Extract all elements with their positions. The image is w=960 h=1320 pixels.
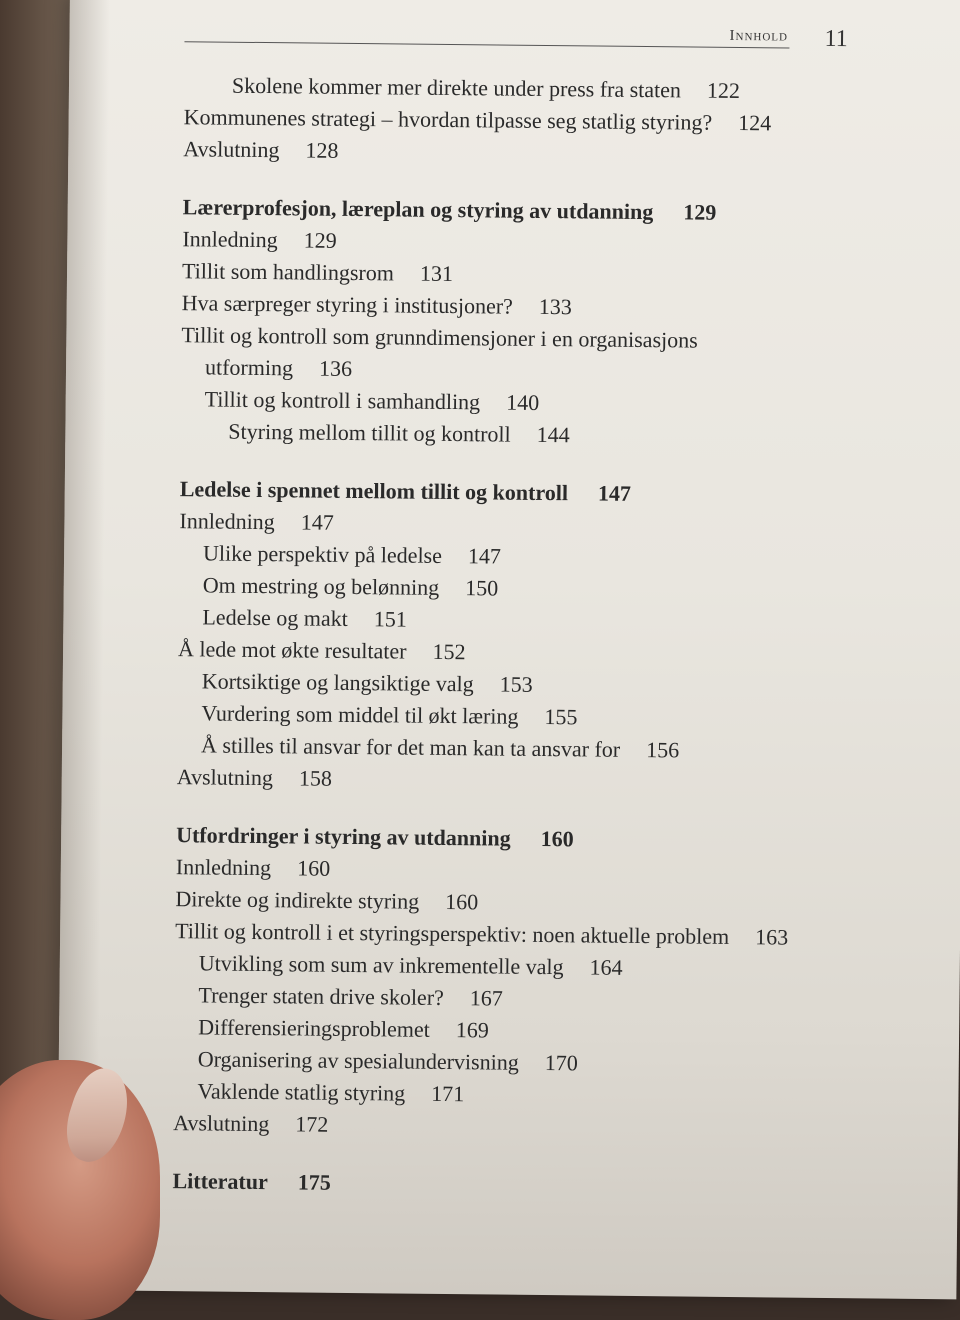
page-number: 11 bbox=[824, 25, 848, 53]
toc-page-number: 151 bbox=[373, 606, 407, 632]
toc-page-number: 129 bbox=[303, 227, 337, 253]
toc-page-number: 167 bbox=[469, 985, 504, 1011]
toc-page-number: 156 bbox=[646, 737, 680, 763]
toc-page-number: 160 bbox=[540, 825, 574, 852]
toc-title: Avslutning bbox=[176, 764, 274, 791]
toc-title: Vurdering som middel til økt læring bbox=[201, 700, 519, 729]
toc-title: Avslutning bbox=[183, 136, 280, 163]
toc-page-number: 163 bbox=[755, 924, 789, 950]
toc-page-number: 124 bbox=[738, 110, 772, 136]
toc-title: Organisering av spesialundervisning bbox=[197, 1046, 519, 1075]
toc-title: Om mestring og belønning bbox=[202, 572, 440, 600]
toc-page-number: 175 bbox=[297, 1169, 331, 1195]
toc-page-number: 152 bbox=[432, 638, 466, 665]
toc-title: Avslutning bbox=[173, 1110, 270, 1137]
toc-entry bbox=[177, 761, 877, 800]
toc-title: Kommunenes strategi – hvordan tilpasse seg statlig styring? bbox=[183, 104, 713, 135]
toc-page-number: 171 bbox=[431, 1080, 465, 1107]
toc-page-number: 128 bbox=[305, 137, 339, 163]
toc-page-number: 164 bbox=[589, 954, 623, 980]
toc-title: Kortsiktige og langsiktige valg bbox=[201, 668, 474, 697]
toc-title: Hva særpreger styring i institusjoner? bbox=[181, 290, 514, 319]
toc-title: Trenger staten drive skoler? bbox=[198, 982, 445, 1010]
toc-title: Å stilles til ansvar for det man kan ta ansvar for bbox=[200, 732, 621, 762]
toc-page-number: 140 bbox=[506, 389, 540, 415]
toc-page-number: 131 bbox=[419, 260, 454, 287]
book-page bbox=[56, 0, 960, 1299]
toc-title: Tillit og kontroll i et styringsperspektiv: noen aktuelle problem bbox=[175, 918, 730, 949]
toc-title: Ledelse og makt bbox=[202, 604, 348, 631]
toc-title: Styring mellom tillit og kontroll bbox=[228, 418, 511, 447]
toc-title: Skolene kommer mer direkte under press fra staten bbox=[231, 72, 682, 103]
toc-title: Lærerprofesjon, læreplan og styring av utdanning bbox=[182, 194, 654, 225]
toc-entry bbox=[183, 133, 883, 172]
toc-chapter bbox=[172, 1165, 872, 1204]
toc-page-number: 136 bbox=[318, 355, 353, 381]
toc-page-number: 144 bbox=[536, 421, 570, 448]
toc-page-number: 160 bbox=[445, 888, 479, 915]
toc-title: Vaklende statlig styring bbox=[197, 1078, 406, 1106]
toc-title: Direkte og indirekte styring bbox=[175, 886, 420, 914]
toc-title: Utfordringer i styring av utdanning bbox=[176, 822, 511, 851]
table-of-contents bbox=[172, 69, 884, 1204]
toc-title: Ledelse i spennet mellom tillit og kontroll bbox=[179, 476, 569, 506]
toc-title: Tillit og kontroll som grunndimensjoner i en organisasjons bbox=[181, 322, 698, 353]
toc-page-number: 133 bbox=[538, 293, 573, 320]
toc-title: Tillit og kontroll i samhandling bbox=[204, 386, 481, 415]
toc-title: Litteratur bbox=[172, 1168, 268, 1195]
toc-page-number: 158 bbox=[298, 765, 333, 791]
running-header bbox=[185, 19, 865, 53]
toc-title: Differensieringsproblemet bbox=[198, 1014, 431, 1042]
toc-page-number: 155 bbox=[544, 704, 578, 730]
toc-entry bbox=[173, 1107, 873, 1146]
toc-title: Innledning bbox=[182, 226, 278, 253]
toc-title: Ulike perspektiv på ledelse bbox=[202, 540, 443, 568]
toc-page-number: 147 bbox=[300, 509, 334, 535]
toc-page-number: 160 bbox=[297, 855, 331, 881]
toc-page-number: 170 bbox=[544, 1050, 578, 1076]
toc-title: Å lede mot økte resultater bbox=[177, 636, 407, 664]
toc-page-number: 147 bbox=[467, 543, 502, 569]
header-label: Innhold bbox=[729, 27, 789, 45]
toc-title: utforming bbox=[204, 354, 294, 381]
toc-page-number: 147 bbox=[597, 480, 632, 506]
toc-page-number: 122 bbox=[706, 77, 741, 104]
toc-page-number: 153 bbox=[499, 671, 533, 697]
toc-page-number: 172 bbox=[295, 1111, 329, 1137]
toc-title: Innledning bbox=[175, 854, 272, 881]
toc-title: Innledning bbox=[179, 508, 275, 535]
toc-title: Tillit som handlingsrom bbox=[181, 258, 395, 286]
toc-page-number: 169 bbox=[455, 1017, 490, 1043]
toc-title: Utvikling som sum av inkrementelle valg bbox=[198, 950, 564, 980]
header-rule bbox=[184, 41, 789, 48]
toc-page-number: 129 bbox=[683, 199, 717, 225]
toc-entry bbox=[180, 415, 880, 454]
toc-page-number: 150 bbox=[465, 575, 499, 601]
